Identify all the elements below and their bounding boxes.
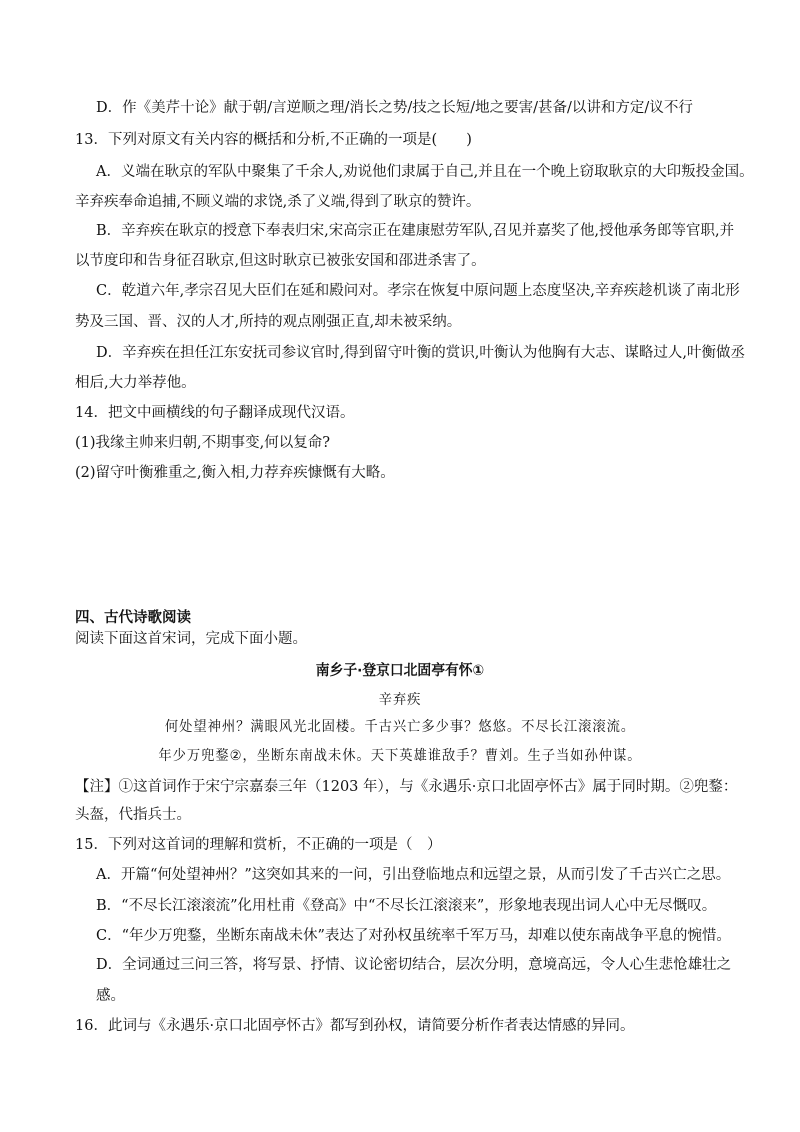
question-13-option-a-line-1: A．义端在耿京的军队中聚集了千余人,劝说他们隶属于自己,并且在一个晚上窃取耿京的大印叛投金国。	[96, 164, 754, 180]
question-15-option-c: C．“年少万兜鍪，坐断东南战未休”表达了对孙权虽统率千军万马，却难以使东南战争平息的惋惜。	[96, 928, 731, 944]
poem-title: 南乡子·登京口北固亭有怀①	[315, 663, 485, 679]
question-13-option-d-line-2: 相后,大力举荐他。	[75, 375, 196, 391]
question-13-option-a-line-2: 辛弃疾奉命追捕,不顾义端的求饶,杀了义端,得到了耿京的赞许。	[75, 194, 481, 210]
question-13-option-d-line-1: D．辛弃疾在担任江东安抚司参议官时,得到留守叶衡的赏识,叶衡认为他胸有大志、谋略过人,叶衡做丞	[96, 345, 745, 361]
question-16-stem: 16．此词与《永遇乐·京口北固亭怀古》都写到孙权，请简要分析作者表达情感的异同。	[75, 1018, 635, 1034]
question-13-option-c-line-2: 势及三国、晋、汉的人才,所持的观点刚强正直,却未被采纳。	[75, 314, 462, 330]
question-14-item-1: (1)我缘主帅来归朝,不期事变,何以复命?	[75, 435, 331, 451]
poem-note-line-2: 头盔，代指兵士。	[75, 807, 191, 823]
question-15-option-a: A．开篇“何处望神州？”这突如其来的一问，引出登临地点和远望之景，从而引发了千古兴亡之思。	[96, 867, 731, 883]
question-15-option-b: B．“不尽长江滚滚流”化用杜甫《登高》中“不尽长江滚滚来”，形象地表现出词人心中无尽慨叹。	[96, 898, 717, 914]
poem-line-2: 年少万兜鍪②，坐断东南战未休。天下英雄谁敌手？曹刘。生子当如孙仲谋。	[158, 748, 642, 764]
poem-note-line-1: 【注】①这首词作于宋宁宗嘉泰三年（1203 年），与《永遇乐·京口北固亭怀古》属于同时期。②兜鍪：	[75, 779, 738, 795]
question-14-stem: 14．把文中画横线的句子翻译成现代汉语。	[75, 405, 355, 421]
question-15-stem: 15．下列对这首词的理解和赏析，不正确的一项是（ ）	[75, 837, 442, 853]
question-12-option-d: D．作《美芹十论》献于朝/言逆顺之理/消长之势/技之长短/地之要害/甚备/以讲和方定/议不行	[96, 100, 693, 116]
question-15-option-d-line-1: D．全词通过三问三答，将写景、抒情、议论密切结合，层次分明，意境高远，令人心生悲怆雄壮之	[96, 957, 732, 973]
question-13-option-b-line-2: 以节度印和告身征召耿京,但这时耿京已被张安国和邵进杀害了。	[75, 253, 486, 269]
question-13-stem: 13．下列对原文有关内容的概括和分析,不正确的一项是( )	[75, 132, 472, 148]
section-4-heading: 四、古代诗歌阅读	[75, 610, 191, 626]
question-13-option-b-line-1: B．辛弃疾在耿京的授意下奉表归宋,宋高宗正在建康慰劳军队,召见并嘉奖了他,授他承务郎等官职,并	[96, 223, 735, 239]
question-13-option-c-line-1: C．乾道六年,孝宗召见大臣们在延和殿问对。孝宗在恢复中原问题上态度坚决,辛弃疾趁机谈了南北形	[96, 283, 740, 299]
poem-line-1: 何处望神州？满眼风光北固楼。千古兴亡多少事？悠悠。不尽长江滚滚流。	[164, 719, 636, 735]
question-14-item-2: (2)留守叶衡雅重之,衡入相,力荐弃疾慷慨有大略。	[75, 465, 395, 481]
poem-author: 辛弃疾	[378, 692, 422, 708]
section-4-intro: 阅读下面这首宋词，完成下面小题。	[75, 631, 307, 647]
question-15-option-d-line-2: 感。	[96, 988, 125, 1004]
